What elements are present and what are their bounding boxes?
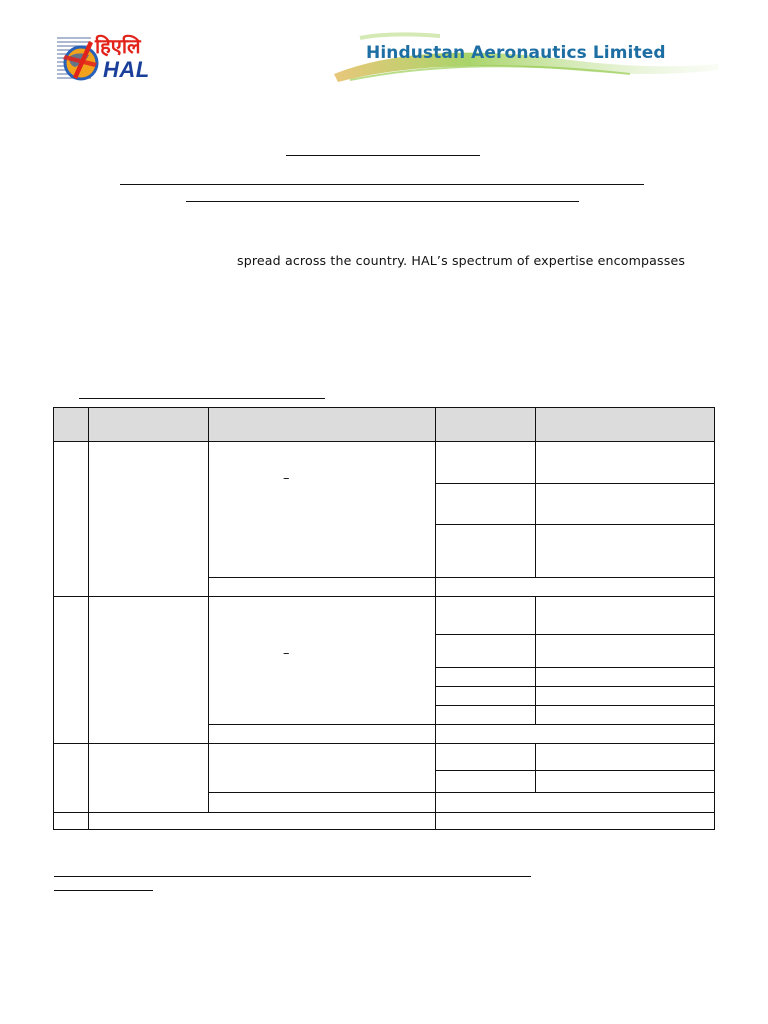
row2-sub2-bottom: [435, 667, 715, 668]
row1-dash-mark: –: [283, 471, 290, 486]
subtitle-underline-1: [120, 184, 644, 185]
logo-hal-text: HAL: [103, 57, 150, 82]
row1-bottom: [53, 596, 715, 597]
table-border-bottom: [53, 829, 715, 830]
row2-dash-mark: –: [283, 646, 290, 661]
row2-main-bottom: [208, 724, 715, 725]
col1-divider: [88, 407, 89, 830]
col2-divider: [208, 407, 209, 813]
row1-main-bottom: [208, 577, 715, 578]
col3-divider: [435, 407, 436, 830]
logo-hindi-text: हिएलि: [95, 34, 141, 58]
row2-sub3-bottom: [435, 686, 715, 687]
title-underline: [286, 155, 480, 156]
footnote-underline-1: [54, 876, 531, 877]
row2-sub1-bottom: [435, 634, 715, 635]
row3-main-bottom: [208, 792, 715, 793]
row3-sub1-bottom: [435, 770, 715, 771]
row2-sub4-bottom: [435, 705, 715, 706]
row2-bottom: [53, 743, 715, 744]
table-border-top: [53, 407, 715, 408]
table-caption-underline: [79, 398, 325, 399]
table-header-bottom: [53, 441, 715, 442]
col4-divider-row3: [535, 743, 536, 793]
row3-bottom: [88, 812, 715, 813]
company-name: Hindustan Aeronautics Limited: [366, 43, 666, 63]
table-border-right: [714, 407, 715, 830]
footnote-underline-2: [54, 890, 153, 891]
table-border-left: [53, 407, 54, 830]
row1-sub2-bottom: [435, 524, 715, 525]
intro-paragraph-fragment: spread across the country. HAL’s spectrum of expertise encompasses: [237, 253, 686, 268]
col4-divider-row1: [535, 407, 536, 578]
col4-divider-row2: [535, 596, 536, 725]
subtitle-underline-2: [186, 201, 579, 202]
table-header-row: [53, 408, 715, 441]
row1-sub1-bottom: [435, 483, 715, 484]
row3-bottom-left: [53, 812, 88, 813]
